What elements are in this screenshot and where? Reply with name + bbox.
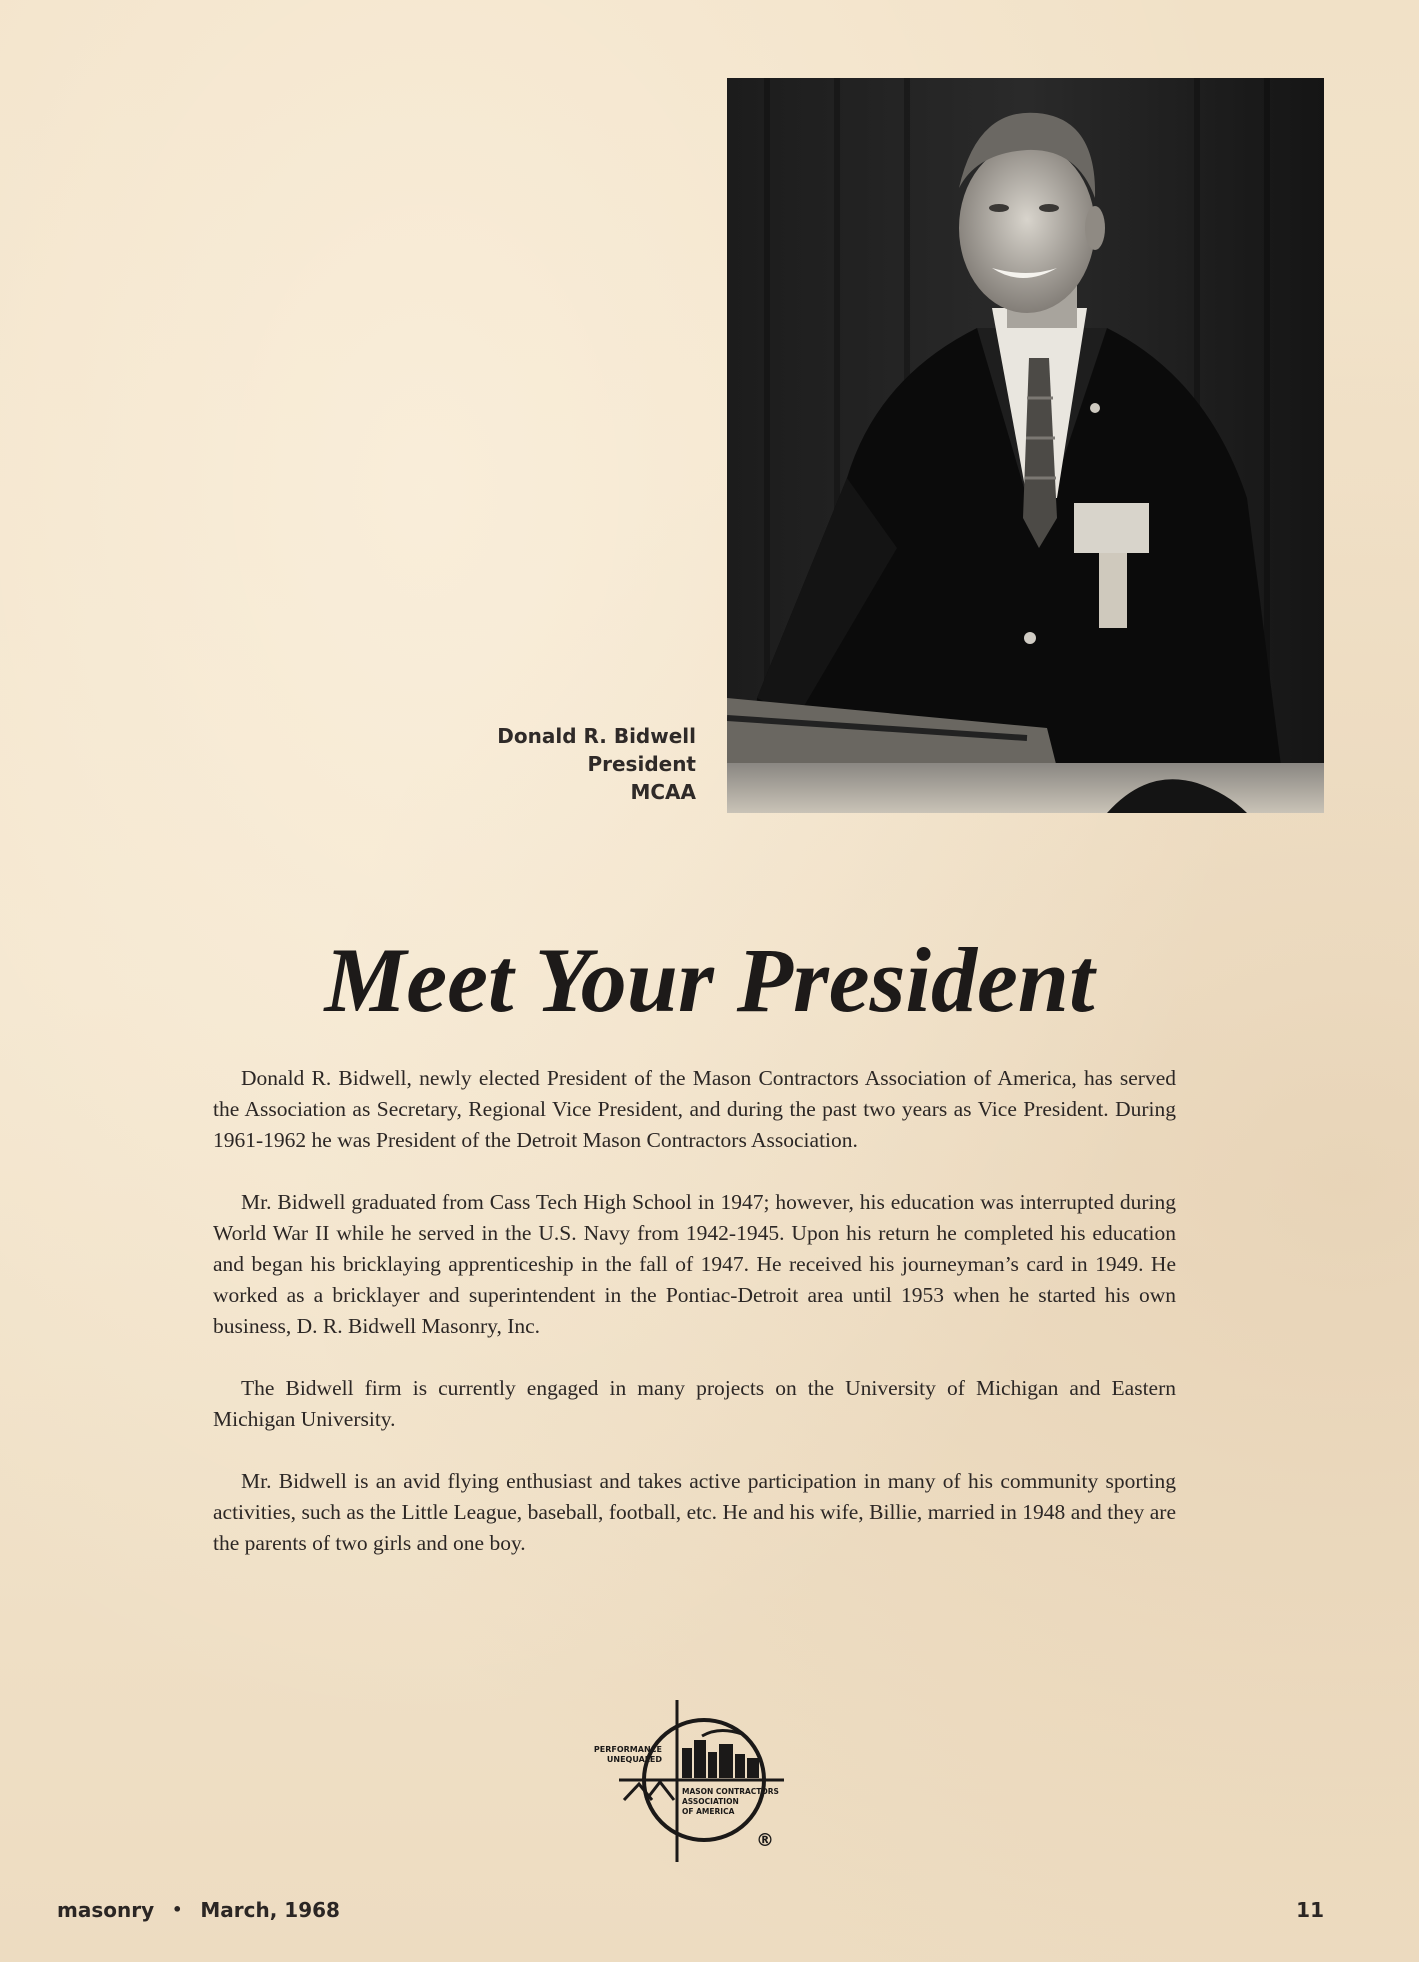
article-paragraph: Donald R. Bidwell, newly elected President of the Mason Contractors Association of America, has served the Association as Secretary, Regional Vice President, and during the past two years as Vice President. During 1961-1962 he was President of the Detroit Mason Contractors Association. — [213, 1066, 1176, 1152]
photo-caption — [440, 722, 696, 806]
logo-text-unequaled: UNEQUALED — [606, 1755, 662, 1764]
article-paragraph: Mr. Bidwell is an avid flying enthusiast and takes active participation in many of his community sporting activities, such as the Little League, baseball, football, etc. He and his wife, Billie, married in 1948 and they are the parents of two girls and one boy. — [213, 1469, 1176, 1555]
footer-publication: masonry — [57, 1898, 155, 1922]
page-footer-left — [57, 1898, 340, 1922]
mcaa-logo — [594, 1696, 804, 1866]
article-paragraph: Mr. Bidwell graduated from Cass Tech High School in 1947; however, his education was interrupted during World War II while he served in the U.S. Navy from 1942-1945. Upon his return he completed his education and began his bricklaying apprenticeship in the fall of 1947. He received his journeyman’s card in 1949. He worked as a bricklayer and superintendent in the Pontiac-Detroit area until 1953 when he started his own business, D. R. Bidwell Masonry, Inc. — [213, 1190, 1176, 1338]
registered-mark-icon: ® — [756, 1830, 774, 1851]
caption-name: Donald R. Bidwell — [497, 724, 696, 748]
article-paragraph: The Bidwell firm is currently engaged in many projects on the University of Michigan and Eastern Michigan University. — [213, 1376, 1176, 1431]
logo-text-of-america: OF AMERICA — [682, 1807, 735, 1816]
article-body — [213, 1063, 1176, 1590]
caption-org: MCAA — [630, 780, 696, 804]
footer-date: March, 1968 — [200, 1898, 340, 1922]
president-portrait-photo — [727, 78, 1324, 813]
logo-text-performance: PERFORMANCE — [594, 1745, 662, 1754]
caption-title: President — [587, 752, 696, 776]
logo-text-mason-contractors: MASON CONTRACTORS — [682, 1787, 779, 1796]
logo-text-association: ASSOCIATION — [682, 1797, 739, 1806]
article-headline: Meet Your President — [324, 929, 1095, 1031]
page-number: 11 — [1296, 1898, 1324, 1922]
footer-bullet-separator: • — [172, 1900, 183, 1919]
